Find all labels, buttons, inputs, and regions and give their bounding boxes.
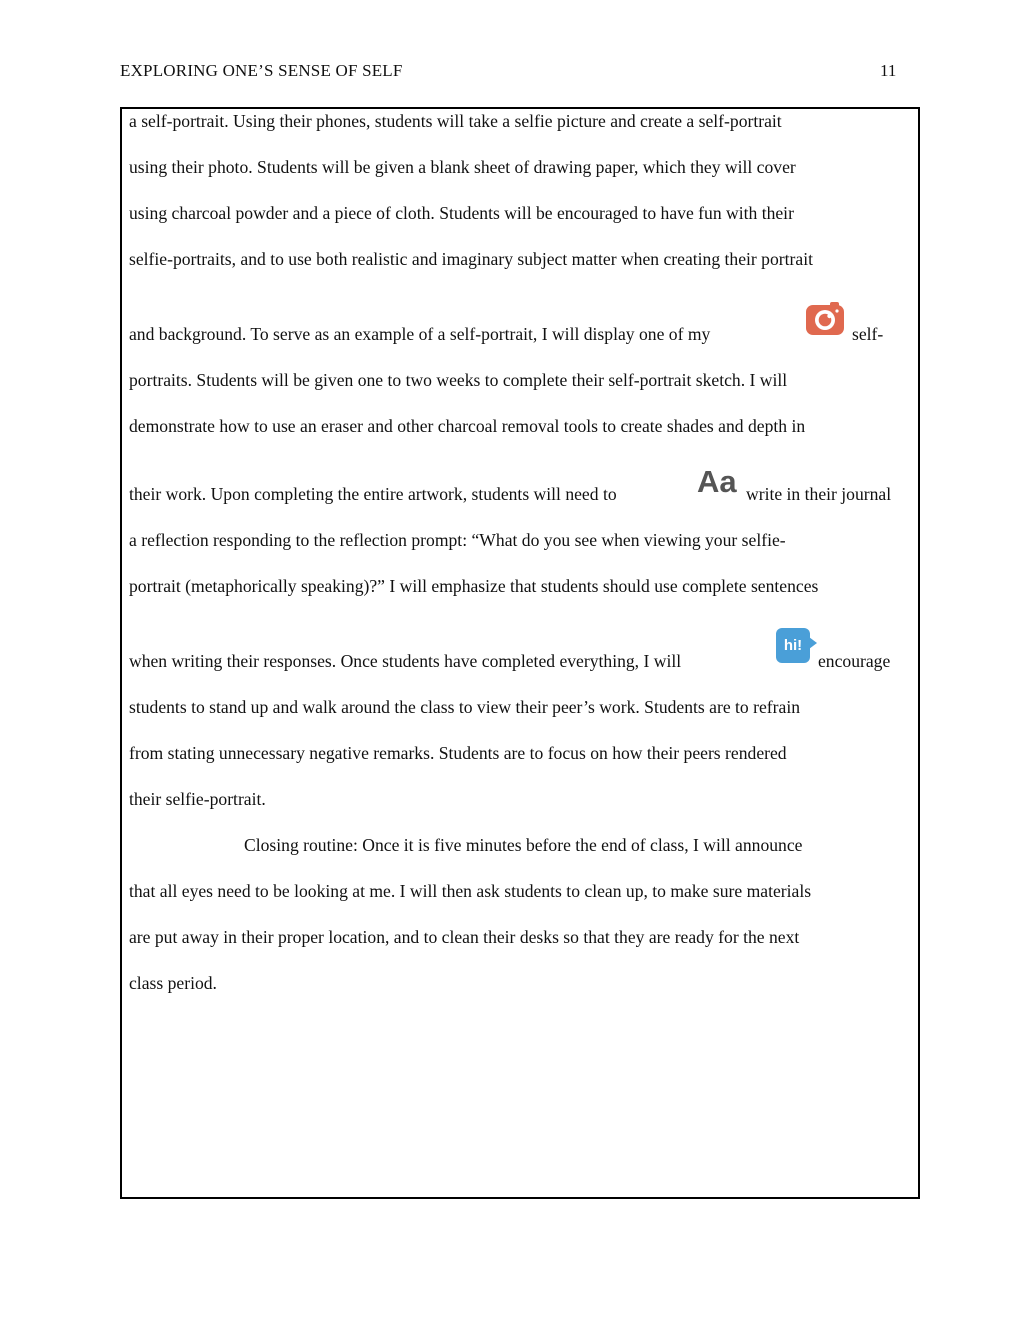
body-line: and background. To serve as an example of a self-portrait, I will display one of my <box>129 324 711 344</box>
body-line: portrait (metaphorically speaking)?” I will emphasize that students should use complete sentences <box>129 576 819 596</box>
body-line: a self-portrait. Using their phones, students will take a selfie picture and create a self-portrait <box>129 111 782 131</box>
body-line: write in their journal <box>746 484 892 504</box>
body-line: encourage <box>818 651 891 671</box>
body-line: from stating unnecessary negative remarks. Students are to focus on how their peers rendered <box>129 743 787 763</box>
body-line: using charcoal powder and a piece of cloth. Students will be encouraged to have fun with their <box>129 203 794 223</box>
font-icon[interactable] <box>697 465 739 497</box>
font-icon-label: Aa <box>697 465 737 497</box>
running-head: EXPLORING ONE’S SENSE OF SELF <box>120 61 403 80</box>
body-line: are put away in their proper location, and to clean their desks so that they are ready for the next <box>129 927 800 947</box>
body-line: demonstrate how to use an eraser and other charcoal removal tools to create shades and depth in <box>129 416 806 436</box>
body-line: when writing their responses. Once students have completed everything, I will <box>129 651 682 671</box>
speech-bubble-label: hi! <box>783 637 803 654</box>
body-line: Closing routine: Once it is five minutes before the end of class, I will announce <box>244 835 803 855</box>
camera-icon[interactable] <box>806 302 844 335</box>
body-line: portraits. Students will be given one to two weeks to complete their self-portrait sketch. I will <box>129 370 788 390</box>
page-number: 11 <box>880 61 897 80</box>
body-line: a reflection responding to the reflection prompt: “What do you see when viewing your selfie- <box>129 530 786 550</box>
body-line: self- <box>852 324 884 344</box>
body-line: students to stand up and walk around the class to view their peer’s work. Students are to refrain <box>129 697 801 717</box>
body-line: using their photo. Students will be given a blank sheet of drawing paper, which they will cover <box>129 157 796 177</box>
speech-bubble-icon[interactable] <box>776 627 818 665</box>
body-line: class period. <box>129 973 217 993</box>
body-line: that all eyes need to be looking at me. I will then ask students to clean up, to make sure materials <box>129 881 812 901</box>
body-line: their selfie-portrait. <box>129 789 266 809</box>
body-line: their work. Upon completing the entire artwork, students will need to <box>129 484 617 504</box>
body-line: selfie-portraits, and to use both realistic and imaginary subject matter when creating their portrait <box>129 249 813 269</box>
